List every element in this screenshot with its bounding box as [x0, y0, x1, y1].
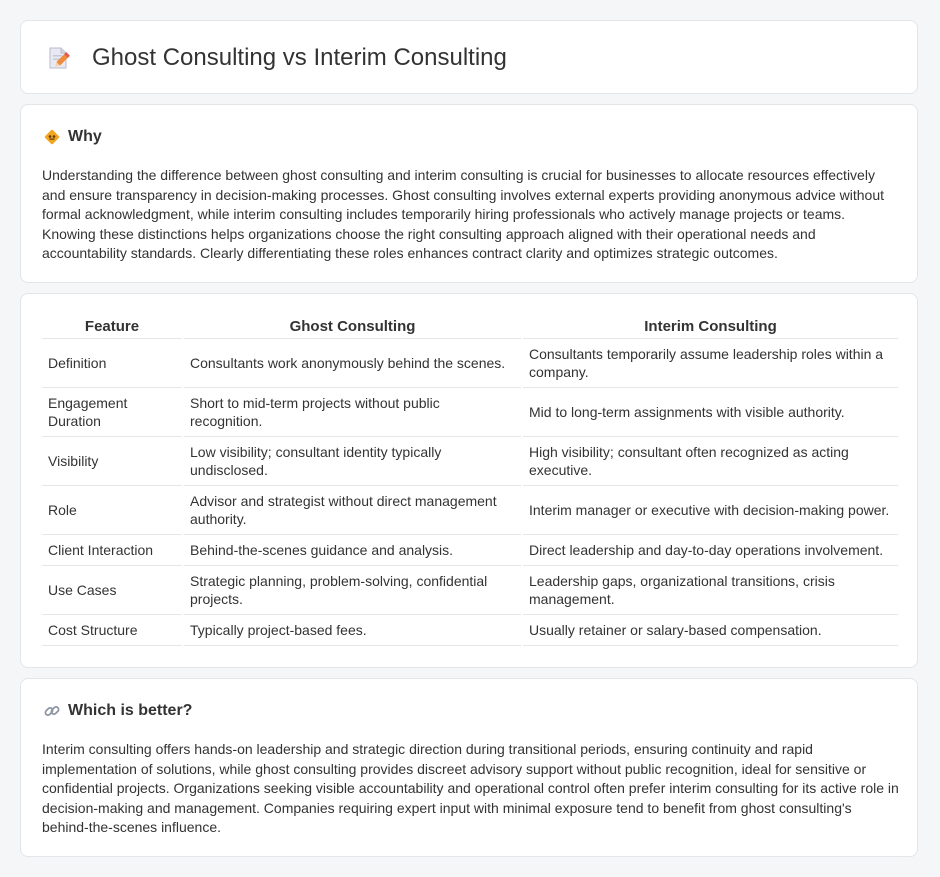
better-title: Which is better?: [68, 702, 193, 719]
comparison-section: [20, 293, 918, 668]
feature-cell: Client Interaction: [42, 535, 183, 566]
why-heading: [43, 127, 102, 147]
table-row: [42, 615, 898, 646]
table-row: [42, 566, 898, 615]
pencil-document-icon: [46, 45, 72, 71]
table-row: [42, 535, 898, 566]
ghost-cell: Behind-the-scenes guidance and analysis.: [183, 535, 522, 566]
feature-cell: Engagement Duration: [42, 388, 183, 437]
why-section: [20, 104, 918, 283]
better-heading: [43, 701, 192, 721]
feature-cell: Role: [42, 486, 183, 535]
interim-cell: High visibility; consultant often recognized as acting executive.: [522, 437, 898, 486]
why-text: Understanding the difference between ghost consulting and interim consulting is crucial for businesses to allocate resources effectively and ensure transparency in decision-making processes. Ghost consulting involves external experts providing anonymous advice without formal acknowledgment, while interim consulting includes temporarily hiring professionals who actively manage projects or teams. Knowing these distinctions helps organizations choose the right consulting approach aligned with their operational needs and accountability standards. Clearly differentiating these roles enhances contract clarity and optimizes strategic outcomes.: [42, 167, 885, 262]
page-title: Ghost Consulting vs Interim Consulting: [92, 44, 507, 71]
interim-cell: Interim manager or executive with decision-making power.: [522, 486, 898, 535]
comparison-table: [42, 314, 898, 646]
table-row: [42, 388, 898, 437]
header-interim: Interim Consulting: [522, 314, 898, 339]
ghost-cell: Strategic planning, problem-solving, confidential projects.: [183, 566, 522, 615]
interim-cell: Leadership gaps, organizational transitions, crisis management.: [522, 566, 898, 615]
feature-cell: Cost Structure: [42, 615, 183, 646]
better-text: Interim consulting offers hands-on leadership and strategic direction during transitional periods, ensuring continuity and rapid implementation of solutions, while ghost consulting provides discreet advisory support without public recognition, ideal for sensitive or confidential projects. Organizations seeking visible accountability and operational control often prefer interim consulting for its active role in decision-making and management. Companies requiring expert input with minimal exposure tend to benefit from ghost consulting's behind-the-scenes influence.: [42, 741, 899, 836]
ghost-cell: Typically project-based fees.: [183, 615, 522, 646]
link-icon: [43, 702, 61, 720]
table-header-row: [42, 314, 898, 339]
ghost-cell: Low visibility; consultant identity typically undisclosed.: [183, 437, 522, 486]
ghost-cell: Consultants work anonymously behind the scenes.: [183, 339, 522, 388]
feature-cell: Use Cases: [42, 566, 183, 615]
interim-cell: Usually retainer or salary-based compensation.: [522, 615, 898, 646]
header-card: [20, 20, 918, 94]
feature-cell: Definition: [42, 339, 183, 388]
table-row: [42, 339, 898, 388]
ghost-cell: Advisor and strategist without direct management authority.: [183, 486, 522, 535]
ghost-cell: Short to mid-term projects without public recognition.: [183, 388, 522, 437]
table-row: [42, 437, 898, 486]
which-better-section: [20, 678, 918, 857]
interim-cell: Consultants temporarily assume leadership roles within a company.: [522, 339, 898, 388]
feature-cell: Visibility: [42, 437, 183, 486]
interim-cell: Direct leadership and day-to-day operations involvement.: [522, 535, 898, 566]
header-feature: Feature: [42, 314, 183, 339]
header-ghost: Ghost Consulting: [183, 314, 522, 339]
interim-cell: Mid to long-term assignments with visible authority.: [522, 388, 898, 437]
why-title: Why: [68, 128, 102, 145]
table-row: [42, 486, 898, 535]
diamond-sign-icon: [43, 128, 61, 146]
